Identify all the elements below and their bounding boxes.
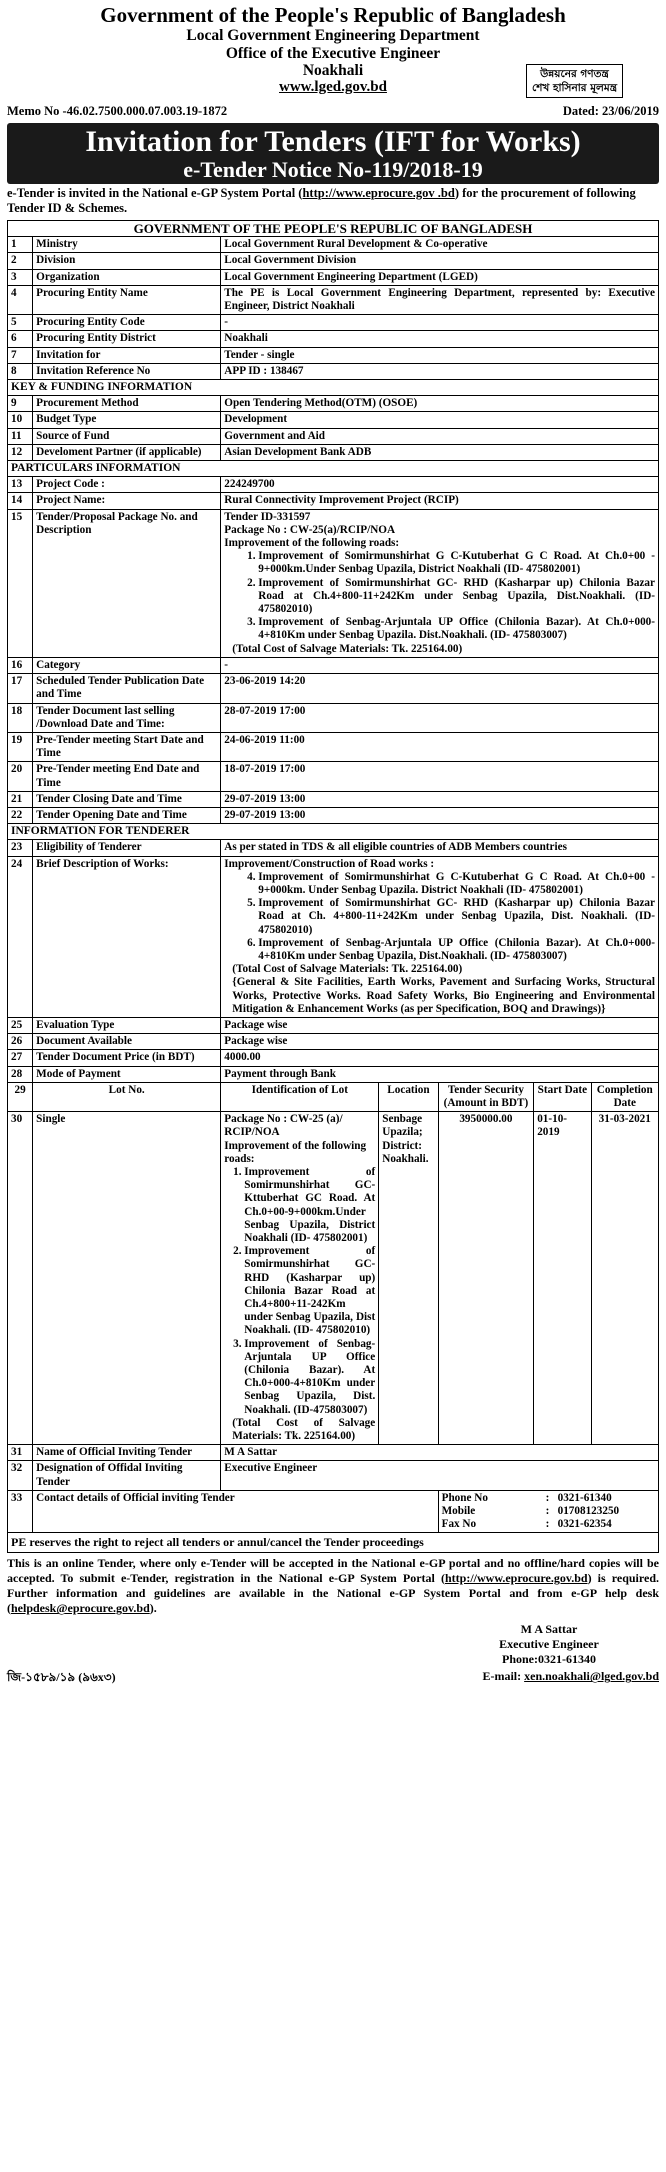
rows-general [8,237,659,380]
table-row [8,493,659,509]
salvage-total: (Total Cost of Salvage Materials: Tk. 225164.00) [232,642,463,655]
row-number: 25 [8,1017,33,1033]
row-number: 14 [8,493,33,509]
memo-number: Memo No -46.02.7500.000.07.003.19-1872 [7,104,228,118]
row-label: Pre-Tender meeting End Date and Time [33,762,221,791]
list-item: 2. Improvement of Somirmunshirhat GC- RHD (Kasharpar up) Chilonia Bazar Road at Ch.4+800-11+242Km under Senbag Upazila, Dist.Noakhali. (ID-475802010) [258,577,655,617]
row-number: 22 [8,807,33,823]
lot-start-date: 01-10-2019 [534,1112,591,1445]
mobile-value: 01708123250 [557,1505,620,1518]
location-header: Location [379,1082,438,1111]
row-label: Division [33,253,221,269]
table-row [8,363,659,379]
row-value: Local Government Rural Development & Co-operative [221,237,659,253]
rows-dates [8,657,659,823]
identification-header: Identification of Lot [221,1082,379,1111]
footer [7,1669,659,1689]
letterhead [7,4,659,96]
department-name: Local Government Engineering Department [186,27,480,44]
table-row [8,331,659,347]
package-number: Package No : CW-25(a)/RCIP/NOA [224,523,396,536]
list-item: 3. Improvement of Senbag-Arjuntala UP Office (Chilonia Bazar). At Ch.0+000-4+810Km under Senbag Upazila. Dist.Noakhali. (ID- 475803007) [258,616,655,642]
row-number: 18 [8,703,33,732]
row-value: Package wise [221,1017,659,1033]
row-value: 24-06-2019 11:00 [221,732,659,761]
mobile-label: Mobile [441,1505,476,1518]
table-row [8,347,659,363]
start-date-header: Start Date [534,1082,591,1111]
table-row [8,674,659,703]
row-value: As per stated in TDS & all eligible countries of ADB Members countries [221,840,659,856]
row-number: 28 [8,1066,33,1082]
tender-notice-page [7,0,659,1689]
table-row [8,657,659,673]
row-number: 2 [8,253,33,269]
package-description [221,509,659,657]
signatory-phone: Phone:0321-61340 [502,1652,596,1667]
works-general: {General & Site Facilities, Earth Works, Pavement and Surfacing Works, Structural Works, Protective Works. Road Safety Works, Bio Engineering and Environmental Mitigation & Enhancement Works (as per Specification, BOQ and Drawings)} [232,976,655,1015]
list-item: 4. Improvement of Somirmunshirhat G C-Kutuberhat G C Road. At Ch.0+00 - 9+000km. Under Senbag Upazila. District Noakhali (ID- 475802001) [258,871,655,897]
row-label: Project Code : [33,477,221,493]
table-row [8,791,659,807]
row-label: Designation of Offidal Inviting Tender [33,1461,221,1490]
table-row [8,444,659,460]
rows-project [8,477,659,509]
row-label: Ministry [33,237,221,253]
helpdesk-email-link[interactable]: helpdesk@eprocure.gov.bd [11,1601,150,1616]
row-label: Procuring Entity Code [33,315,221,331]
row-label: Tender Document last selling /Download Date and Time: [33,703,221,732]
road-list [224,550,655,642]
row-number: 7 [8,347,33,363]
row-number: 23 [8,840,33,856]
table-row [8,412,659,428]
row-number: 5 [8,315,33,331]
row-label: Source of Fund [33,428,221,444]
row-label: Develoment Partner (if applicable) [33,444,221,460]
table-heading-row [8,221,659,237]
row-number: 32 [8,1461,33,1490]
list-item: 3. Improvement of Senbag-Arjuntala UP Office (Chilonia Bazar). At Ch.0+000-4+810Km under Senbag Upazila, Dist. Noakhali. (ID-475803007) [244,1338,375,1417]
online-text-2: ) is required. Further information and guidelines are available in the National e-GP System Portal and from e-GP help desk ( [7,1571,659,1616]
banner-notice-number: e-Tender Notice No-119/2018-19 [183,157,483,182]
lot-security: 3950000.00 [438,1112,534,1445]
row-value: Government and Aid [221,428,659,444]
email-label: E-mail: [482,1669,525,1684]
table-row [8,396,659,412]
rows-payment [8,1017,659,1082]
table-row [8,315,659,331]
lot-no-header: Lot No. [33,1082,221,1111]
online-text-1: This is an online Tender, where only e-Tender will be accepted in the National e-GP portal and no offline/hard copies will be accepted. To submit e-Tender, registration in the National e-GP System Portal ( [7,1556,659,1586]
row-number: 31 [8,1445,33,1461]
row-number: 1 [8,237,33,253]
row-value: Local Government Engineering Department (LGED) [221,269,659,285]
section-row-particulars [8,461,659,477]
row-value: - [221,315,659,331]
row-label: Invitation for [33,347,221,363]
row-value: 29-07-2019 13:00 [221,807,659,823]
table-row [8,1461,659,1490]
table-row [8,807,659,823]
row-value: 23-06-2019 14:20 [221,674,659,703]
list-item: 5. Improvement of Somirmunshirhat GC- RHD (Kasharpar up) Chilonia Bazar Road at Ch. 4+800-11+242Km under Senbag Upazila, Dist. Noakhali. (ID-475802010) [258,897,655,937]
colon: : [545,1491,550,1504]
row-value: Local Government Division [221,253,659,269]
tender-details-table [7,220,659,1533]
disclaimer: PE reserves the right to reject all tenders or annul/cancel the Tender proceedings [7,1533,659,1553]
office-name: Office of the Executive Engineer [225,45,441,62]
row-value: 29-07-2019 13:00 [221,791,659,807]
row-number: 12 [8,444,33,460]
lot-package: Package No : CW-25 (a)/ RCIP/NOA [224,1113,343,1139]
lot-identification [221,1112,379,1445]
table-row [8,762,659,791]
memo-line [7,104,659,121]
row-value: APP ID : 138467 [221,363,659,379]
salvage-total: (Total Cost of Salvage Materials: Tk. 225164.00) [232,963,463,976]
table-row [8,1445,659,1461]
row-number: 4 [8,285,33,314]
row-label: Budget Type [33,412,221,428]
list-item: 6. Improvement of Senbag-Arjuntala UP Office (Chilonia Bazar). At Ch.0+000-4+810Km under Senbag Upazila, Dist.Noakhali. (ID- 475803007) [258,937,655,963]
memo-date: Dated: 23/06/2019 [562,104,659,118]
tender-banner [7,123,659,184]
table-row [8,428,659,444]
table-row [8,477,659,493]
row-label: Project Name: [33,493,221,509]
row-number: 3 [8,269,33,285]
row-number: 9 [8,396,33,412]
lot-header-row [8,1082,659,1111]
lot-salvage-total: (Total Cost of Salvage Materials: Tk. 225164.00) [232,1416,376,1443]
table-row [8,285,659,314]
row-value: Executive Engineer [221,1461,659,1490]
row-value: Development [221,412,659,428]
row-label: Tender/Proposal Package No. and Description [33,509,221,657]
row-number: 16 [8,657,33,673]
row-label: Mode of Payment [33,1066,221,1082]
row-value: 18-07-2019 17:00 [221,762,659,791]
lot-completion-date: 31-03-2021 [591,1112,658,1445]
row-number: 11 [8,428,33,444]
row-label: Name of Official Inviting Tender [33,1445,221,1461]
row-value: 28-07-2019 17:00 [221,703,659,732]
online-tender-note [7,1556,659,1616]
row-label: Evaluation Type [33,1017,221,1033]
row-number: 27 [8,1050,33,1066]
list-item: 1. Improvement of Somirmunshirhat G C-Kutuberhat G C Road. At Ch.0+00 - 9+000km.Under Senbag Upazila, District Noakhali (ID- 475802001) [258,550,655,576]
table-row [8,1490,659,1533]
row-label: Tender Closing Date and Time [33,791,221,807]
table-row [8,703,659,732]
table-row [8,253,659,269]
table-row [8,509,659,657]
intro-text [7,186,659,216]
row-number: 10 [8,412,33,428]
table-row [8,1017,659,1033]
row-number: 30 [8,1112,33,1445]
lot-road-list [224,1166,375,1417]
email-link[interactable]: xen.noakhali@lged.gov.bd [524,1669,659,1684]
table-row [8,840,659,856]
contact-grid [442,1492,655,1532]
table-row [8,1034,659,1050]
row-label: Procurement Method [33,396,221,412]
portal-link[interactable]: http://www.eprocure.gov.bd [444,1571,588,1586]
colon: : [545,1505,550,1518]
slogan-box [526,64,623,98]
office-location: Noakhali [302,62,364,79]
lot-improvement-heading: Improvement of the following roads: [224,1139,367,1165]
portal-link[interactable]: http://www.eprocure.gov .bd [302,186,455,200]
row-value: - [221,657,659,673]
row-label: Tender Opening Date and Time [33,807,221,823]
intro-text-part-1: e-Tender is invited in the National e-GP System Portal ( [7,186,303,200]
row-label: Document Available [33,1034,221,1050]
row-label: Category [33,657,221,673]
rows-funding [8,396,659,461]
row-value: M A Sattar [221,1445,659,1461]
row-number: 26 [8,1034,33,1050]
row-label: Scheduled Tender Publication Date and Time [33,674,221,703]
row-number: 33 [8,1490,33,1533]
row-number: 24 [8,856,33,1017]
signature-block [439,1622,659,1667]
security-header: Tender Security (Amount in BDT) [438,1082,534,1111]
row-label: Brief Description of Works: [33,856,221,1017]
row-number: 15 [8,509,33,657]
row-value: 224249700 [221,477,659,493]
table-row [8,237,659,253]
table-row [8,1066,659,1082]
row-value: Package wise [221,1034,659,1050]
road-list [224,871,655,963]
row-number: 21 [8,791,33,807]
section-tenderer: INFORMATION FOR TENDERER [8,824,659,840]
slogan-line-1: উন্নয়নের গণতন্ত্র [540,68,609,80]
row-value: Payment through Bank [221,1066,659,1082]
section-key-funding: KEY & FUNDING INFORMATION [8,380,659,396]
table-row [8,856,659,1017]
row-number: 19 [8,732,33,761]
lot-number: Single [33,1112,221,1445]
list-item: 2. Improvement of Somirmunshirhat GC-RHD (Kasharpar up) Chilonia Bazar Road at Ch.4+800+11-242Km under Senbag Upazila, Dist Noakhali. (ID- 475802010) [244,1245,375,1337]
works-description [221,856,659,1017]
government-title: Government of the People's Republic of Bangladesh [100,3,566,27]
row-number: 17 [8,674,33,703]
slogan-line-2: শেখ হাসিনার মূলমন্ত্র [531,82,617,94]
row-value: Asian Development Bank ADB [221,444,659,460]
table-row [8,269,659,285]
section-row-tenderer [8,824,659,840]
phone-label: Phone No [441,1491,488,1504]
row-label: Invitation Reference No [33,363,221,379]
row-label: Contact details of Official inviting Tender [33,1490,438,1533]
rows-official [8,1445,659,1491]
fax-value: 0321-62354 [557,1518,612,1531]
tender-id: Tender ID-331597 [224,510,311,523]
list-item: 1. Improvement of Somirmunshirhat GC-Kttuberhat GC Road. At Ch.0+00-9+000km.Under Senbag Upazila, District Noakhali (ID- 475802001) [244,1166,375,1245]
row-number: 29 [8,1082,33,1111]
row-label: Eligibility of Tenderer [33,840,221,856]
table-row [8,732,659,761]
table-heading: GOVERNMENT OF THE PEOPLE'S REPUBLIC OF BANGLADESH [8,221,659,237]
colon: : [545,1518,550,1531]
signatory-title: Executive Engineer [499,1637,599,1652]
signatory-name: M A Sattar [520,1622,578,1637]
row-label: Procuring Entity District [33,331,221,347]
row-label: Pre-Tender meeting Start Date and Time [33,732,221,761]
lot-location: Senbage Upazila; District: Noakhali. [379,1112,438,1445]
section-row-key [8,380,659,396]
row-number: 6 [8,331,33,347]
row-value: Open Tendering Method(OTM) (OSOE) [221,396,659,412]
row-value: Rural Connectivity Improvement Project (RCIP) [221,493,659,509]
intro-text-part-2: ) for the procurement of following Tender ID & Schemes. [7,186,636,215]
banner-title: Invitation for Tenders (IFT for Works) [85,125,581,158]
works-intro: Improvement/Construction of Road works : [224,857,435,870]
website-link[interactable]: www.lged.gov.bd [279,79,387,95]
section-particulars: PARTICULARS INFORMATION [8,461,659,477]
table-row [8,1050,659,1066]
row-number: 13 [8,477,33,493]
row-value: The PE is Local Government Engineering Department, represented by: Executive Engineer, District Noakhali [221,285,659,314]
row-label: Organization [33,269,221,285]
row-number: 8 [8,363,33,379]
phone-value: 0321-61340 [557,1491,612,1504]
email-line [482,1669,659,1689]
lot-row [8,1112,659,1445]
completion-date-header: Completion Date [591,1082,658,1111]
row-value: Noakhali [221,331,659,347]
row-value: 4000.00 [221,1050,659,1066]
improvement-heading: Improvement of the following roads: [224,537,400,550]
online-text-3: ). [149,1601,157,1616]
row-number: 20 [8,762,33,791]
row-label: Tender Document Price (in BDT) [33,1050,221,1066]
contact-details [438,1490,658,1533]
notice-code: জি-১৫৮৯/১৯ (৯৬x৩) [7,1670,116,1685]
row-value: Tender - single [221,347,659,363]
row-label: Procuring Entity Name [33,285,221,314]
fax-label: Fax No [441,1518,477,1531]
